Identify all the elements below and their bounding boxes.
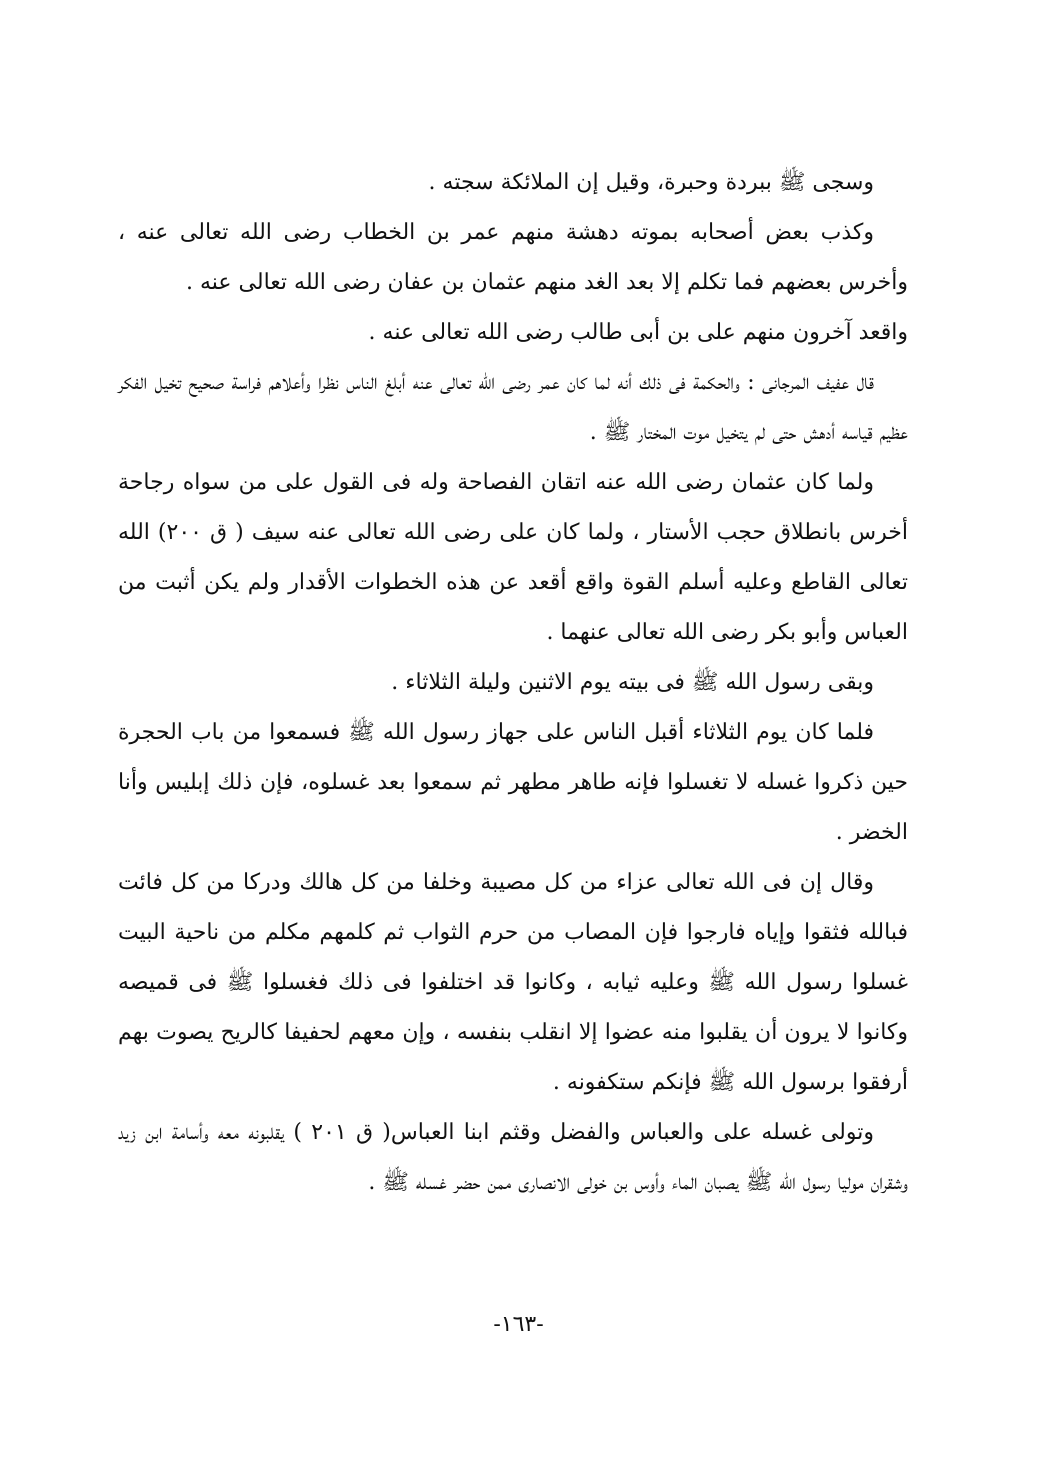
paragraph-4: قال عفيف المرجانى : والحكمة فى ذلك أنه لما كان عمر رضى الله تعالى عنه أبلغ الناس نظرا وأعلاهم فراسة صحيح تخيل الفكر عظيم قياسه أدهش حتى لم يتخيل موت المختار ﷺ . — [118, 370, 908, 445]
paragraph-8: وقال إن فى الله تعالى عزاء من كل مصيبة وخلفا من كل هالك ودركا من كل فائت فبالله فثقوا وإياه فارجوا فإن المصاب من حرم الثواب ثم كلمهم مكلم من ناحية البيت غسلوا رسول الله ﷺ وعليه ثيابه ، وكانوا قد اختلفوا فى ذلك فغسلوا ﷺ فى قميصه وكانوا لا يرون أن يقلبوا منه عضوا إلا انقلب بنفسه ، وإن معهم لحفيفا كالريح يصوت بهم أرفقوا برسول الله ﷺ فإنكم ستكفونه . — [118, 870, 908, 1095]
paragraph-3: واقعد آخرون منهم على بن أبى طالب رضى الله تعالى عنه . — [368, 320, 908, 345]
paragraph-2: وكذب بعض أصحابه بموته دهشة منهم عمر بن الخطاب رضى الله تعالى عنه ، وأخرس بعضهم فما تكلم إلا بعد الغد منهم عثمان بن عفان رضى الله تعالى عنه . — [118, 220, 908, 295]
page-number: -١٦٣- — [493, 1312, 544, 1337]
paragraph-1: وسجى ﷺ ببردة وحبرة، وقيل إن الملائكة سجته . — [428, 170, 874, 195]
paragraph-5: ولما كان عثمان رضى الله عنه اتقان الفصاحة وله فى القول على من سواه رجاحة أخرس بانطلاق حجب الأستار ، ولما كان على رضى الله تعالى عنه سيف ( ق ٢٠٠) الله تعالى القاطع وعليه أسلم القوة واقع أقعد عن هذه الخطوات الأقدار ولم يكن أثبت من العباس وأبو بكر رضى الله تعالى عنهما . — [118, 470, 908, 645]
paragraph-9: وتولى غسله على والعباس والفضل وقثم ابنا العباس( ق ٢٠١ ) يقلبونه معه وأسامة ابن زيد وشقران موليا رسول الله ﷺ يصبان الماء وأوس بن خولى الانصارى ممن حضر غسله ﷺ . — [118, 1120, 908, 1195]
body-text — [118, 158, 908, 1208]
paragraph-7: فلما كان يوم الثلاثاء أقبل الناس على جهاز رسول الله ﷺ فسمعوا من باب الحجرة حين ذكروا غسله لا تغسلوا فإنه طاهر مطهر ثم سمعوا بعد غسلوه، فإن ذلك إبليس وأنا الخضر . — [118, 720, 908, 845]
paragraph-6: وبقى رسول الله ﷺ فى بيته يوم الاثنين وليلة الثلاثاء . — [391, 670, 874, 695]
